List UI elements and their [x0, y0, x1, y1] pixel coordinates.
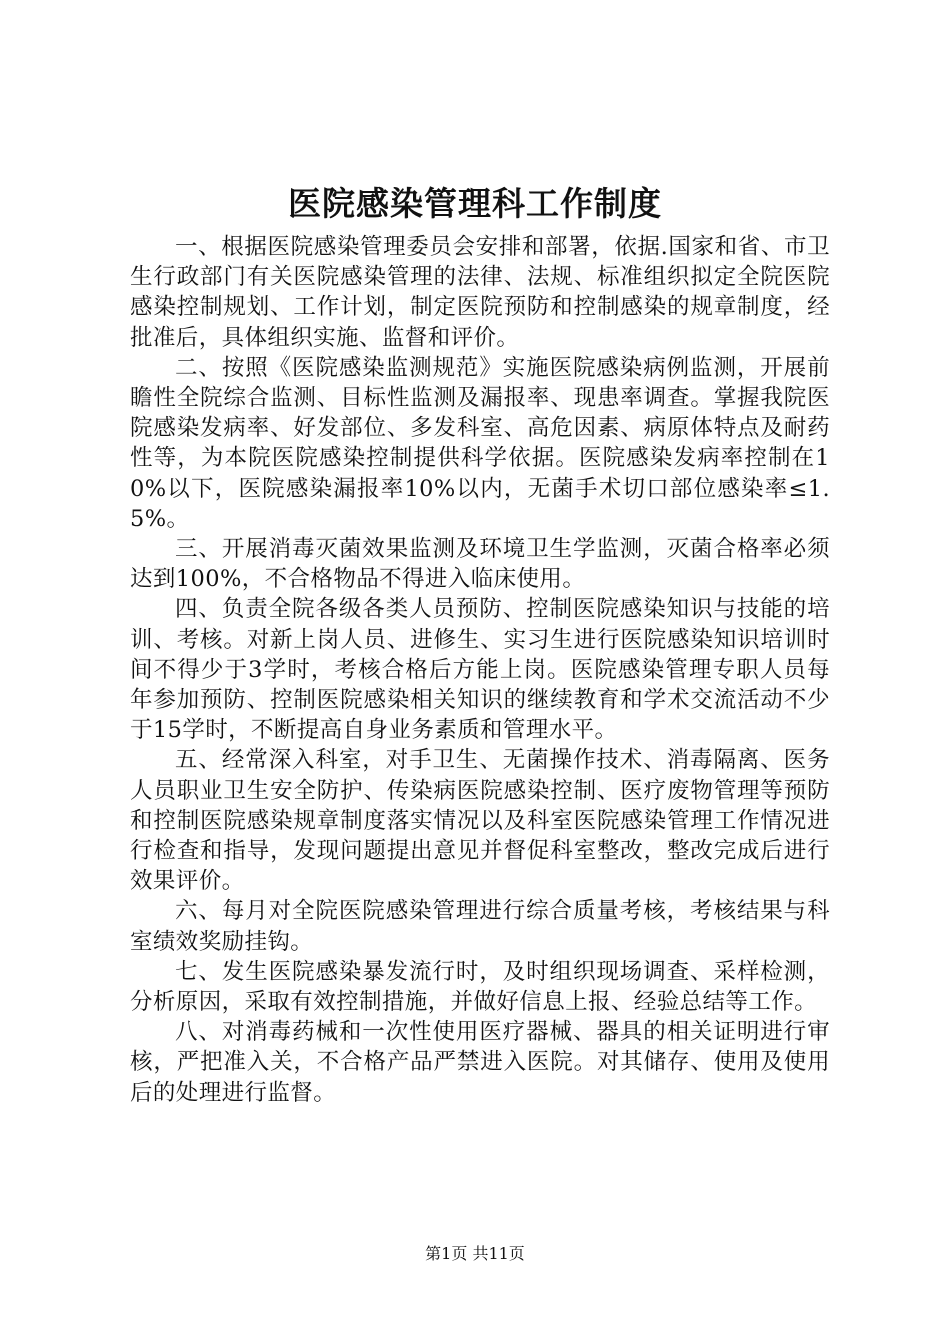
paragraph-2: 二、按照《医院感染监测规范》实施医院感染病例监测，开展前瞻性全院综合监测、目标性监测及漏报率、现患率调查。掌握我院医院感染发病率、好发部位、多发科室、高危因素、病原体特点及耐药性等，为本院医院感染控制提供科学依据。医院感染发病率控制在10%以下，医院感染漏报率10%以内，无菌手术切口部位感染率≤1.5%。 — [130, 354, 830, 532]
paragraph-8: 八、对消毒药械和一次性使用医疗器械、器具的相关证明进行审核，严把准入关，不合格产品严禁进入医院。对其储存、使用及使用后的处理进行监督。 — [130, 1019, 830, 1106]
paragraph-1: 一、根据医院感染管理委员会安排和部署，依据.国家和省、市卫生行政部门有关医院感染管理的法律、法规、标准组织拟定全院医院感染控制规划、工作计划，制定医院预防和控制感染的规章制度，经批准后，具体组织实施、监督和评价。 — [130, 234, 830, 351]
paragraph-5: 五、经常深入科室，对手卫生、无菌操作技术、消毒隔离、医务人员职业卫生安全防护、传染病医院感染控制、医疗废物管理等预防和控制医院感染规章制度落实情况以及科室医院感染管理工作情况进行检查和指导，发现问题提出意见并督促科室整改，整改完成后进行效果评价。 — [130, 747, 830, 895]
paragraph-7: 七、发生医院感染暴发流行时，及时组织现场调查、采样检测，分析原因，采取有效控制措施，并做好信息上报、经验总结等工作。 — [130, 958, 830, 1016]
paragraph-6: 六、每月对全院医院感染管理进行综合质量考核，考核结果与科室绩效奖励挂钩。 — [130, 898, 830, 955]
paragraph-3: 三、开展消毒灭菌效果监测及环境卫生学监测，灭菌合格率必须达到100%，不合格物品不得进入临床使用。 — [130, 536, 830, 593]
document-body — [130, 232, 830, 1108]
document-title: 医院感染管理科工作制度 — [288, 184, 662, 223]
page-footer: 第1页 共11页 — [425, 1244, 525, 1263]
paragraph-4: 四、负责全院各级各类人员预防、控制医院感染知识与技能的培训、考核。对新上岗人员、进修生、实习生进行医院感染知识培训时间不得少于3学时，考核合格后方能上岗。医院感染管理专职人员每年参加预防、控制医院感染相关知识的继续教育和学术交流活动不少于15学时，不断提高自身业务素质和管理水平。 — [130, 596, 830, 744]
